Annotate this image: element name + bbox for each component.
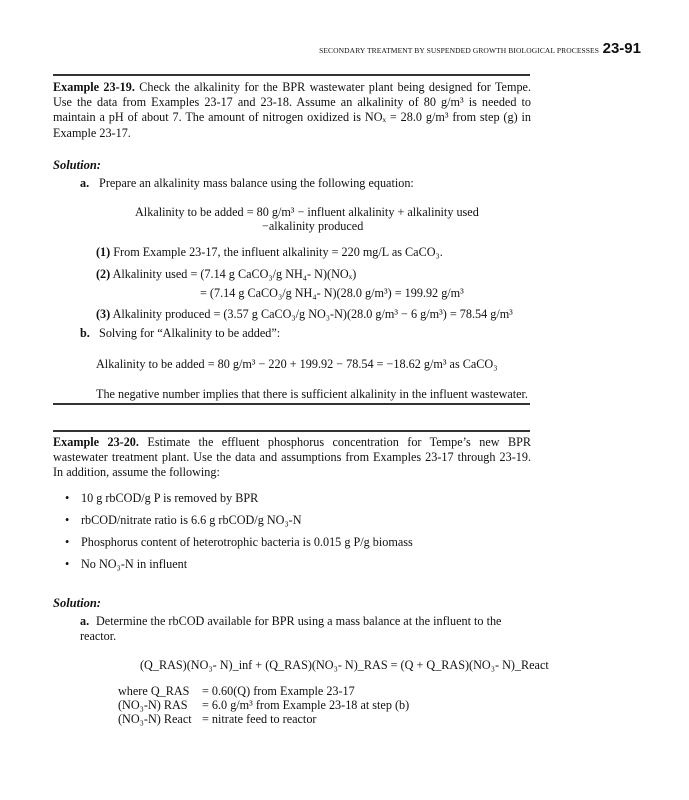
example-23-20-text: Estimate the effluent phosphorus concentration for Tempe’s new BPR wastewater treatment plant. Use the data and assumptions from Examples 23-17 through 23-19. In addition, assume the following: — [53, 435, 531, 480]
item-2-line2: = (7.14 g CaCO₃/g NH₄- N)(28.0 g/m³) = 199.92 g/m³ — [200, 286, 464, 300]
running-header — [0, 40, 689, 60]
step-a-text: Prepare an alkalinity mass balance using the following equation: — [99, 176, 414, 190]
solution-label: Solution: — [53, 158, 101, 172]
conclusion-text: The negative number implies that there is sufficient alkalinity in the influent wastewater. — [96, 387, 528, 401]
bullet-item: • No NO₃-N in influent — [65, 557, 188, 571]
step-a-2-text: Determine the rbCOD available for BPR using a mass balance at the influent to the reactor. — [80, 614, 502, 643]
example-bottom-rule — [53, 403, 530, 405]
bullet-dot-icon: • — [65, 557, 70, 571]
step-b — [80, 326, 280, 341]
running-title: SECONDARY TREATMENT BY SUSPENDED GROWTH BIOLOGICAL PROCESSES — [319, 46, 599, 55]
bullet-item: • Phosphorus content of heterotrophic bacteria is 0.015 g P/g biomass — [65, 535, 413, 549]
where-row: (NO₃-N) RAS = 6.0 g/m³ from Example 23-18 at step (b) — [118, 698, 410, 712]
item-2 — [96, 267, 356, 282]
bullet-dot-icon: • — [65, 513, 70, 527]
alkalinity-balance-line1: Alkalinity to be added = 80 g/m³ − influent alkalinity + alkalinity used — [135, 205, 479, 219]
bullet-dot-icon: • — [65, 535, 70, 549]
step-b-text: Solving for “Alkalinity to be added”: — [99, 326, 281, 340]
example-23-19-statement — [53, 80, 531, 141]
alkalinity-balance-line2: −alkalinity produced — [262, 219, 364, 233]
solution-label-2: Solution: — [53, 596, 101, 610]
step-a — [80, 176, 414, 191]
where-row: (NO₃-N) React = nitrate feed to reactor — [118, 712, 317, 726]
step-a-2 — [80, 614, 532, 644]
bullet-dot-icon: • — [65, 491, 70, 505]
item-1-text: From Example 23-17, the influent alkalinity = 220 mg/L as CaCO₃. — [113, 245, 443, 259]
item-2-number: (2) — [96, 267, 111, 281]
nitrate-mass-balance: (Q_RAS)(NO₃- N)_inf + (Q_RAS)(NO₃- N)_RAS = (Q + Q_RAS)(NO₃- N)_React — [140, 658, 549, 672]
item-3 — [96, 307, 513, 322]
item-1 — [96, 245, 443, 260]
page-number: 23-91 — [602, 40, 641, 57]
example-23-20-statement — [53, 435, 531, 481]
example-23-19-label: Example 23-19. — [53, 80, 135, 94]
item-3-text: Alkalinity produced = (3.57 g CaCO₃/g NO₃-N)(28.0 g/m³ − 6 g/m³) = 78.54 g/m³ — [112, 307, 513, 321]
step-b-label: b. — [80, 326, 90, 340]
result-equation: Alkalinity to be added = 80 g/m³ − 220 + 199.92 − 78.54 = −18.62 g/m³ as CaCO₃ — [96, 357, 498, 371]
item-3-number: (3) — [96, 307, 111, 321]
example-23-19-text: Check the alkalinity for the BPR wastewater plant being designed for Tempe. Use the data from Examples 23-17 and 23-18. Assume an alkalinity of 80 g/m³ is needed to maintain a pH of about 7. The amount of nitrogen oxidized is NOₓ = 28.0 g/m³ from step (g) in Example 23-17. — [53, 80, 531, 140]
example-23-20-label: Example 23-20. — [53, 435, 139, 449]
where-row: where Q_RAS = 0.60(Q) from Example 23-17 — [118, 684, 355, 698]
bullet-item: • 10 g rbCOD/g P is removed by BPR — [65, 491, 259, 505]
example-top-rule — [53, 74, 530, 76]
item-1-number: (1) — [96, 245, 111, 259]
bullet-item: • rbCOD/nitrate ratio is 6.6 g rbCOD/g NO₃-N — [65, 513, 302, 527]
step-a-label: a. — [80, 176, 90, 190]
example2-top-rule — [53, 430, 530, 432]
item-2-line1: Alkalinity used = (7.14 g CaCO₃/g NH₄- N)(NOₓ) — [112, 267, 357, 281]
step-a-2-label: a. — [80, 614, 90, 628]
